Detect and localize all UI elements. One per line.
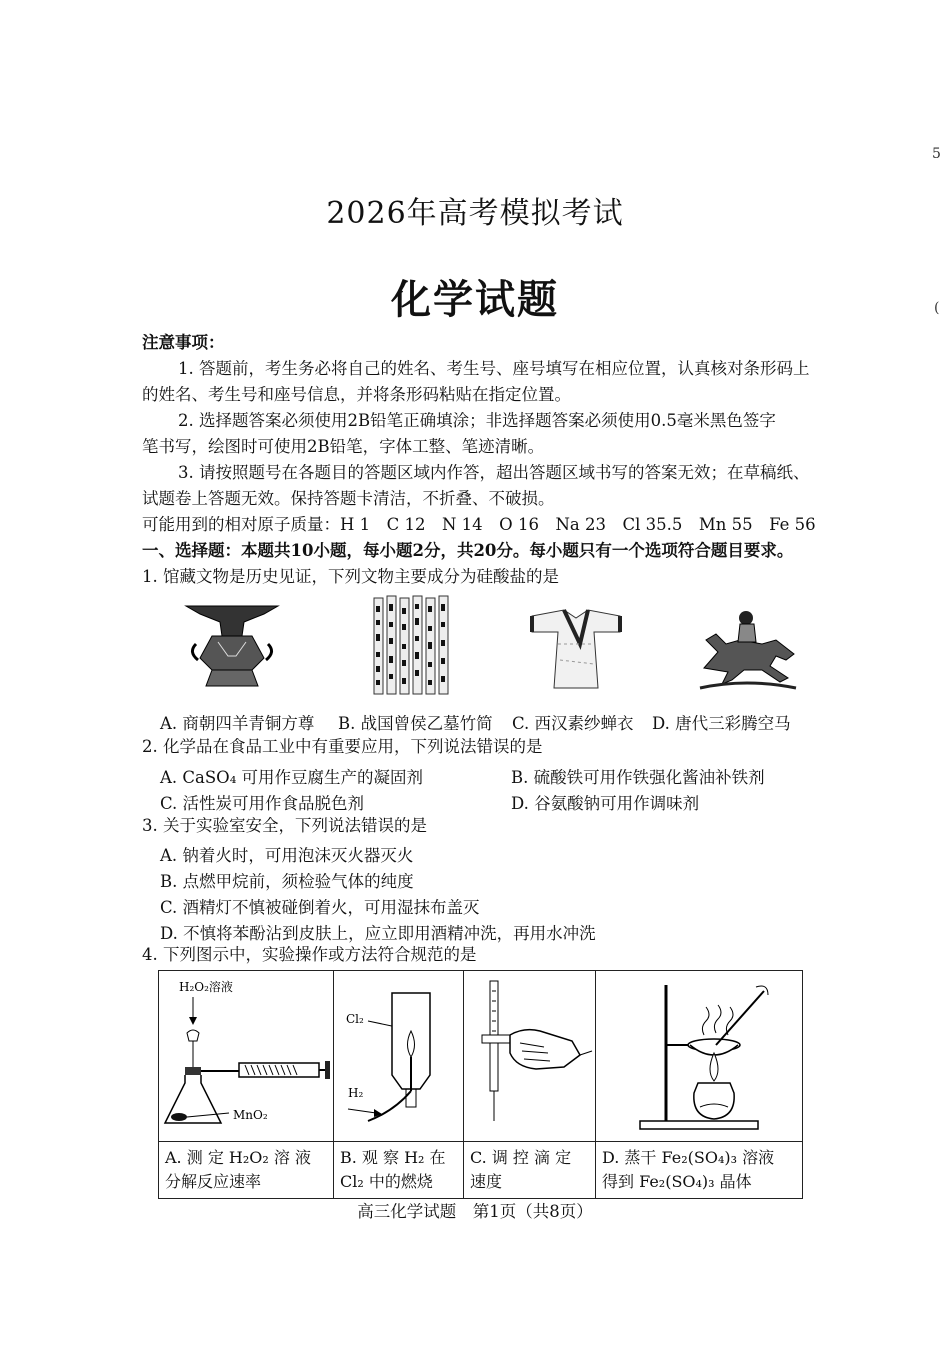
notes-line: 1. 答题前，考生务必将自己的姓名、考生号、座号填写在相应位置，认真核对条形码上 [178, 359, 810, 378]
q3-option-c: C. 酒精灯不慎被碰倒着火，可用湿抹布盖灭 [160, 898, 480, 917]
subject-title: 化学试题 [391, 276, 559, 323]
cl2-label: Cl₂ [346, 1012, 364, 1026]
notes-heading: 注意事项： [142, 333, 225, 352]
section-heading: 一、选择题：本题共10小题，每小题2分，共20分。每小题只有一个选项符合题目要求。 [142, 541, 794, 560]
bamboo-slips-icon [372, 594, 450, 696]
notes-line: 3. 请按照题号在各题目的答题区域内作答，超出答题区域书写的答案无效；在草稿纸、 [178, 463, 810, 482]
q1-option-b: B. 战国曾侯乙墓竹简 [338, 714, 493, 733]
notes-line: 的姓名、考生号和座号信息，并将条形码粘贴在指定位置。 [142, 385, 571, 404]
q4-caption-a-line2: 分解反应速率 [165, 1172, 262, 1191]
q1-option-d: D. 唐代三彩腾空马 [652, 714, 791, 733]
q1-option-a: A. 商朝四羊青铜方尊 [160, 714, 315, 733]
bronze-zun-icon [182, 598, 282, 690]
q4-caption-d [596, 1142, 803, 1199]
cl2-bottle-icon [334, 971, 462, 1137]
q3-option-b: B. 点燃甲烷前，须检验气体的纯度 [160, 872, 414, 891]
q2-option-a: A. CaSO₄ 可用作豆腐生产的凝固剂 [160, 768, 424, 787]
page-footer: 高三化学试题 第1页（共8页） [357, 1202, 593, 1221]
notes-line: 2. 选择题答案必须使用2B铅笔正确填涂；非选择题答案必须使用0.5毫米黑色签字 [178, 411, 776, 430]
h2o2-label: H₂O₂溶液 [179, 980, 233, 994]
notes-line: 试题卷上答题无效。保持答题卡清洁，不折叠、不破损。 [142, 489, 555, 508]
q4-cell-d [596, 971, 803, 1142]
h2o2-apparatus-icon [159, 971, 333, 1137]
notes-line: 笔书写，绘图时可使用2B铅笔，字体工整、笔迹清晰。 [142, 437, 545, 456]
q4-caption-c-line1: C. 调 控 滴 定 [470, 1148, 572, 1167]
h2-label: H₂ [348, 1086, 364, 1100]
q1-option-c: C. 西汉素纱蝉衣 [512, 714, 634, 733]
atomic-masses: 可能用到的相对原子质量：H 1 C 12 N 14 O 16 Na 23 Cl 35.5 Mn 55 Fe 56 [142, 515, 816, 534]
q4-caption-a-line1: A. 测 定 H₂O₂ 溶 液 [165, 1148, 311, 1167]
q4-cell-b [334, 971, 464, 1142]
margin-bracket-mark: ( [934, 300, 940, 316]
question-stem-2: 2. 化学品在食品工业中有重要应用，下列说法错误的是 [142, 737, 543, 756]
margin-page-mark: 5 [932, 146, 941, 162]
q4-caption-b [334, 1142, 464, 1199]
question-stem-4: 4. 下列图示中，实验操作或方法符合规范的是 [142, 945, 477, 964]
evaporation-stand-icon [596, 971, 802, 1137]
q3-option-d: D. 不慎将苯酚沾到皮肤上，应立即用酒精冲洗，再用水冲洗 [160, 924, 596, 943]
question-stem-3: 3. 关于实验室安全，下列说法错误的是 [142, 816, 427, 835]
silk-robe-icon [528, 604, 624, 690]
q2-option-c: C. 活性炭可用作食品脱色剂 [160, 794, 365, 813]
q4-caption-b-line1: B. 观 察 H₂ 在 [340, 1148, 446, 1167]
q2-option-b: B. 硫酸铁可用作铁强化酱油补铁剂 [511, 768, 765, 787]
q4-caption-c-line2: 速度 [470, 1172, 503, 1191]
mno2-label: MnO₂ [233, 1108, 268, 1122]
q2-option-d: D. 谷氨酸钠可用作调味剂 [511, 794, 700, 813]
question-stem-1: 1. 馆藏文物是历史见证，下列文物主要成分为硅酸盐的是 [142, 567, 559, 586]
q3-option-a: A. 钠着火时，可用泡沫灭火器灭火 [160, 846, 414, 865]
q4-caption-a [159, 1142, 334, 1199]
q4-cell-a [159, 971, 334, 1142]
q4-caption-d-line2: 得到 Fe₂(SO₄)₃ 晶体 [602, 1172, 752, 1191]
q4-caption-b-line2: Cl₂ 中的燃烧 [340, 1172, 433, 1191]
q4-cell-c [464, 971, 596, 1142]
q4-figure-table [158, 970, 803, 1199]
exam-title: 2026年高考模拟考试 [326, 196, 624, 231]
q4-caption-c [464, 1142, 596, 1199]
q4-caption-d-line1: D. 蒸干 Fe₂(SO₄)₃ 溶液 [602, 1148, 775, 1167]
titration-hand-icon [464, 971, 594, 1137]
tricolor-horse-icon [696, 604, 800, 692]
